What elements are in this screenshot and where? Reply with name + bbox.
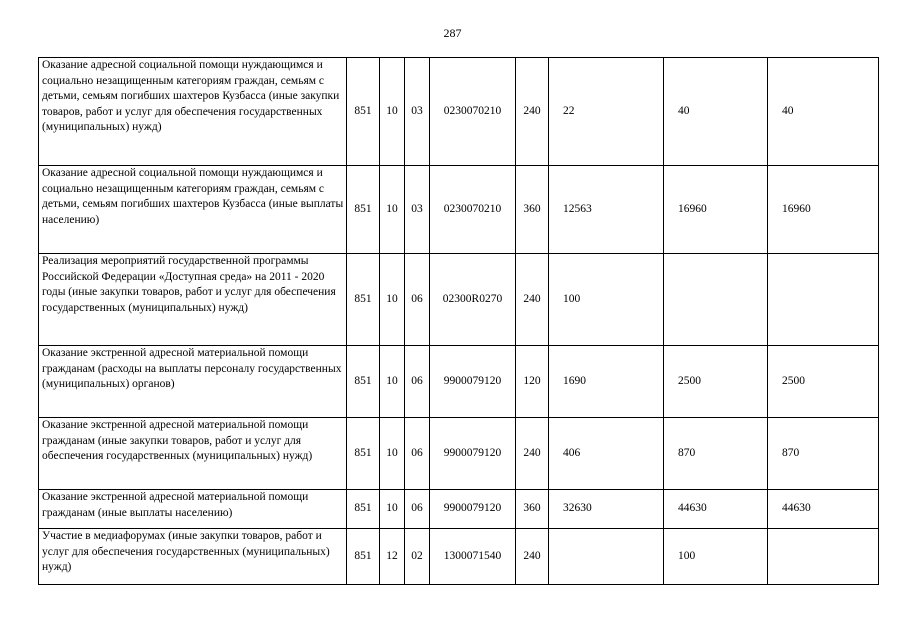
section-code-cell: 10 bbox=[380, 254, 405, 346]
amount-year-3-cell: 870 bbox=[768, 418, 879, 490]
expense-type-cell: 120 bbox=[516, 346, 549, 418]
section-code-cell: 10 bbox=[380, 58, 405, 166]
amount-year-3-cell: 2500 bbox=[768, 346, 879, 418]
amount-year-3-cell bbox=[768, 254, 879, 346]
amount-year-1-cell: 22 bbox=[549, 58, 664, 166]
description-cell: Реализация мероприятий государственной программы Российской Федерации «Доступная среда» на 2011 - 2020 годы (иные закупки товаров, работ и услуг для обеспечения государственных (муниципальных) нужд) bbox=[39, 254, 347, 346]
section-code-cell: 10 bbox=[380, 166, 405, 254]
table-row bbox=[39, 254, 879, 346]
expense-type-cell: 240 bbox=[516, 418, 549, 490]
description-cell: Оказание экстренной адресной материальной помощи гражданам (иные закупки товаров, работ и услуг для обеспечения государственных (муниципальных) нужд) bbox=[39, 418, 347, 490]
description-cell: Оказание экстренной адресной материальной помощи гражданам (расходы на выплаты персоналу государственных (муниципальных) органов) bbox=[39, 346, 347, 418]
subsection-code-cell: 06 bbox=[405, 346, 430, 418]
target-article-cell: 9900079120 bbox=[430, 490, 516, 529]
target-article-cell: 1300071540 bbox=[430, 529, 516, 585]
description-cell: Оказание адресной социальной помощи нуждающимся и социально незащищенным категориям граждан, семьям с детьми, семьям погибших шахтеров Кузбасса (иные закупки товаров, работ и услуг для обеспечения государственных (муниципальных) нужд) bbox=[39, 58, 347, 166]
amount-year-3-cell: 44630 bbox=[768, 490, 879, 529]
amount-year-3-cell: 16960 bbox=[768, 166, 879, 254]
amount-year-1-cell bbox=[549, 529, 664, 585]
subsection-code-cell: 06 bbox=[405, 418, 430, 490]
expense-type-cell: 240 bbox=[516, 254, 549, 346]
subsection-code-cell: 03 bbox=[405, 58, 430, 166]
table-row bbox=[39, 529, 879, 585]
amount-year-2-cell: 870 bbox=[664, 418, 768, 490]
subsection-code-cell: 02 bbox=[405, 529, 430, 585]
description-cell: Оказание адресной социальной помощи нуждающимся и социально незащищенным категориям граждан, семьям с детьми, семьям погибших шахтеров Кузбасса (иные выплаты населению) bbox=[39, 166, 347, 254]
table-row bbox=[39, 490, 879, 529]
ministry-code-cell: 851 bbox=[347, 529, 380, 585]
amount-year-3-cell: 40 bbox=[768, 58, 879, 166]
amount-year-1-cell: 406 bbox=[549, 418, 664, 490]
expense-type-cell: 360 bbox=[516, 166, 549, 254]
amount-year-2-cell: 2500 bbox=[664, 346, 768, 418]
section-code-cell: 10 bbox=[380, 418, 405, 490]
expense-type-cell: 240 bbox=[516, 58, 549, 166]
amount-year-2-cell bbox=[664, 254, 768, 346]
amount-year-1-cell: 100 bbox=[549, 254, 664, 346]
amount-year-3-cell bbox=[768, 529, 879, 585]
description-cell: Оказание экстренной адресной материальной помощи гражданам (иные выплаты населению) bbox=[39, 490, 347, 529]
amount-year-1-cell: 1690 bbox=[549, 346, 664, 418]
target-article-cell: 02300R0270 bbox=[430, 254, 516, 346]
subsection-code-cell: 03 bbox=[405, 166, 430, 254]
amount-year-2-cell: 100 bbox=[664, 529, 768, 585]
target-article-cell: 9900079120 bbox=[430, 418, 516, 490]
subsection-code-cell: 06 bbox=[405, 490, 430, 529]
expense-type-cell: 240 bbox=[516, 529, 549, 585]
amount-year-1-cell: 12563 bbox=[549, 166, 664, 254]
ministry-code-cell: 851 bbox=[347, 418, 380, 490]
target-article-cell: 0230070210 bbox=[430, 166, 516, 254]
amount-year-2-cell: 16960 bbox=[664, 166, 768, 254]
page-number: 287 bbox=[443, 26, 462, 40]
ministry-code-cell: 851 bbox=[347, 346, 380, 418]
amount-year-1-cell: 32630 bbox=[549, 490, 664, 529]
section-code-cell: 10 bbox=[380, 346, 405, 418]
description-cell: Участие в медиафорумах (иные закупки товаров, работ и услуг для обеспечения государственных (муниципальных) нужд) bbox=[39, 529, 347, 585]
section-code-cell: 12 bbox=[380, 529, 405, 585]
amount-year-2-cell: 40 bbox=[664, 58, 768, 166]
target-article-cell: 0230070210 bbox=[430, 58, 516, 166]
expense-type-cell: 360 bbox=[516, 490, 549, 529]
ministry-code-cell: 851 bbox=[347, 166, 380, 254]
table-row bbox=[39, 418, 879, 490]
budget-table bbox=[38, 57, 879, 585]
table-row bbox=[39, 166, 879, 254]
table-row bbox=[39, 58, 879, 166]
target-article-cell: 9900079120 bbox=[430, 346, 516, 418]
amount-year-2-cell: 44630 bbox=[664, 490, 768, 529]
ministry-code-cell: 851 bbox=[347, 254, 380, 346]
table-row bbox=[39, 346, 879, 418]
ministry-code-cell: 851 bbox=[347, 490, 380, 529]
ministry-code-cell: 851 bbox=[347, 58, 380, 166]
section-code-cell: 10 bbox=[380, 490, 405, 529]
subsection-code-cell: 06 bbox=[405, 254, 430, 346]
